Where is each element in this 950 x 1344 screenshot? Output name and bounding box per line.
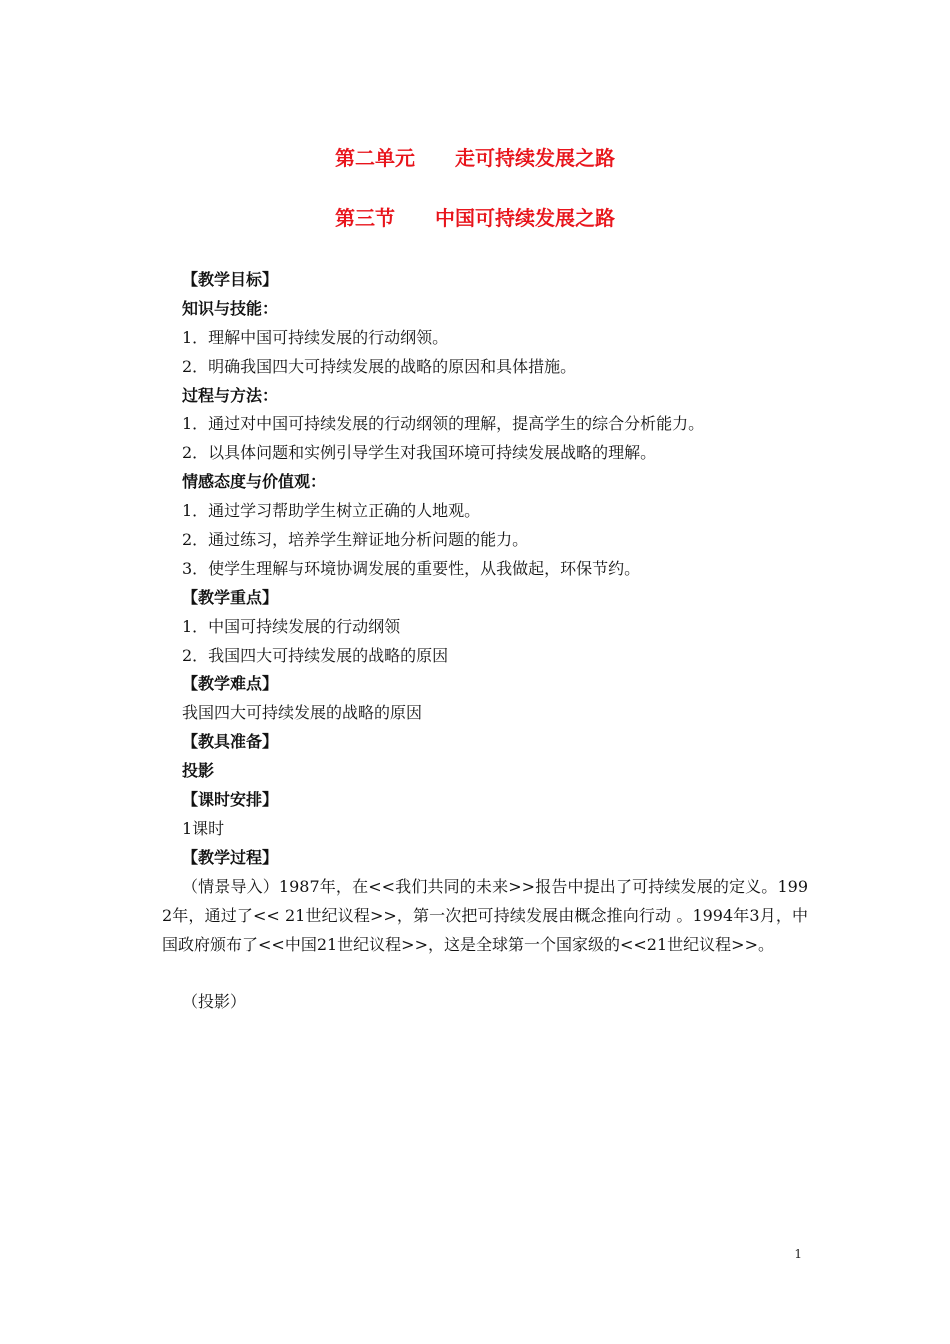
body-line: 2．明确我国四大可持续发展的战略的原因和具体措施。 <box>182 356 577 376</box>
body-line: 1．理解中国可持续发展的行动纲领。 <box>182 327 449 347</box>
intro-paragraph: （情景导入）1987年，在<<我们共同的未来>>报告中提出了可持续发展的定义。1992年，通过了<< 21世纪议程>>，第一次把可持续发展由概念推向行动 。1994年3月，中国政府颁布了<<中国21世纪议程>>，这是全球第一个国家级的<<21世纪议程>>。 <box>162 877 808 954</box>
body-line: 我国四大可持续发展的战略的原因 <box>182 703 423 723</box>
section-heading: 情感态度与价值观： <box>182 472 327 492</box>
body-line: 1．通过学习帮助学生树立正确的人地观。 <box>182 501 481 521</box>
body-line: 2．以具体问题和实例引导学生对我国环境可持续发展战略的理解。 <box>182 443 657 463</box>
body-line: 1．中国可持续发展的行动纲领 <box>182 616 401 636</box>
page-number: 1 <box>794 1247 802 1261</box>
section-title: 第三节 中国可持续发展之路 <box>335 206 615 230</box>
lesson-plan-body <box>182 266 818 873</box>
section-heading: 【教学目标】 <box>182 270 279 289</box>
section-heading: 投影 <box>182 761 215 781</box>
section-heading: 【教学难点】 <box>182 674 279 694</box>
unit-title: 第二单元 走可持续发展之路 <box>335 146 615 170</box>
projection-note: （投影） <box>182 992 247 1011</box>
body-line: 2．通过练习，培养学生辩证地分析问题的能力。 <box>182 530 529 550</box>
section-heading: 【教具准备】 <box>182 732 279 752</box>
section-heading: 过程与方法： <box>182 385 279 405</box>
body-line: 2．我国四大可持续发展的战略的原因 <box>182 645 449 665</box>
section-heading: 【教学过程】 <box>182 847 279 867</box>
section-heading: 【课时安排】 <box>182 790 279 810</box>
body-line: 1课时 <box>182 818 225 838</box>
section-heading: 【教学重点】 <box>182 587 279 607</box>
body-line: 3．使学生理解与环境协调发展的重要性，从我做起，环保节约。 <box>182 558 641 578</box>
body-line: 1．通过对中国可持续发展的行动纲领的理解，提高学生的综合分析能力。 <box>182 414 705 434</box>
section-heading: 知识与技能： <box>182 298 279 318</box>
